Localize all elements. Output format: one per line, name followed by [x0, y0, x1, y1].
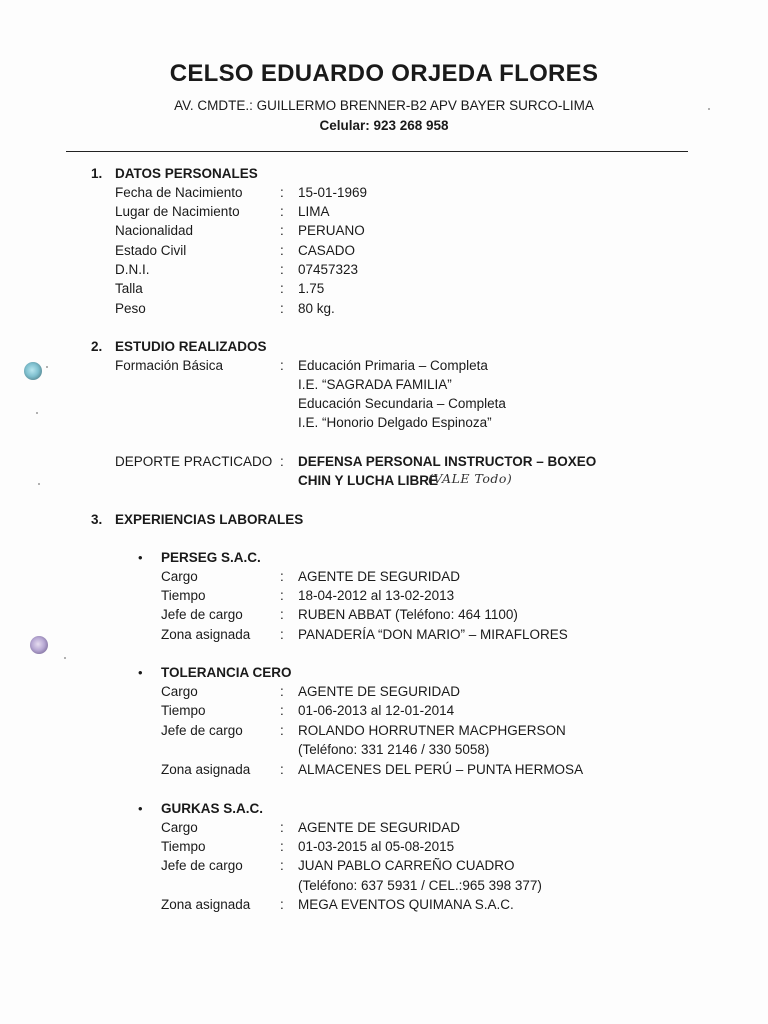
nationality-value: PERUANO — [298, 223, 365, 238]
colon: : — [280, 243, 284, 258]
basic-education-line: I.E. “Honorio Delgado Espinoza” — [298, 415, 492, 430]
candidate-name: CELSO EDUARDO ORJEDA FLORES — [169, 60, 599, 87]
candidate-address: AV. CMDTE.: GUILLERMO BRENNER-B2 APV BAYER SURCO-LIMA — [174, 98, 594, 113]
punch-hole-mark — [30, 636, 48, 654]
colon: : — [280, 301, 284, 316]
job-field-value: 01-03-2015 al 05-08-2015 — [298, 839, 455, 854]
colon: : — [280, 358, 284, 373]
job-field-label: Zona asignada — [161, 627, 251, 642]
punch-hole-mark — [24, 362, 42, 380]
colon: : — [280, 839, 284, 854]
colon: : — [280, 281, 284, 296]
colon: : — [280, 897, 284, 912]
sport-line: DEFENSA PERSONAL INSTRUCTOR – BOXEO — [298, 454, 597, 469]
company-name: TOLERANCIA CERO — [161, 665, 292, 680]
basic-education-label: Formación Básica — [115, 358, 224, 373]
job-field-label: Cargo — [161, 820, 198, 835]
weight-label: Peso — [115, 301, 146, 316]
bullet-icon: • — [138, 665, 143, 680]
job-field-value: JUAN PABLO CARREÑO CUADRO — [298, 858, 515, 873]
colon: : — [280, 703, 284, 718]
nationality-label: Nacionalidad — [115, 223, 194, 238]
height-value: 1.75 — [298, 281, 325, 296]
birth-place-value: LIMA — [298, 204, 330, 219]
job-field-value: AGENTE DE SEGURIDAD — [298, 684, 461, 699]
company-name: PERSEG S.A.C. — [161, 550, 261, 565]
header-divider — [66, 151, 688, 152]
colon: : — [280, 858, 284, 873]
basic-education-line: Educación Secundaria – Completa — [298, 396, 506, 411]
scan-speck — [64, 657, 66, 659]
job-field-label: Tiempo — [161, 839, 206, 854]
colon: : — [280, 820, 284, 835]
job-field-value: (Teléfono: 637 5931 / CEL.:965 398 377) — [298, 878, 542, 893]
scan-speck — [36, 412, 38, 414]
job-field-value: ALMACENES DEL PERÚ – PUNTA HERMOSA — [298, 762, 584, 777]
job-field-value: ROLANDO HORRUTNER MACPHGERSON — [298, 723, 566, 738]
scan-speck — [708, 108, 710, 110]
weight-value: 80 kg. — [298, 301, 335, 316]
colon: : — [280, 684, 284, 699]
job-field-label: Jefe de cargo — [161, 607, 243, 622]
job-field-label: Jefe de cargo — [161, 858, 243, 873]
job-field-value: AGENTE DE SEGURIDAD — [298, 820, 461, 835]
colon: : — [280, 762, 284, 777]
job-field-label: Cargo — [161, 569, 198, 584]
basic-education-line: I.E. “SAGRADA FAMILIA” — [298, 377, 452, 392]
scan-speck — [46, 366, 48, 368]
colon: : — [280, 627, 284, 642]
job-field-value: AGENTE DE SEGURIDAD — [298, 569, 461, 584]
job-field-label: Tiempo — [161, 588, 206, 603]
sport-label: DEPORTE PRACTICADO — [115, 454, 273, 469]
birth-date-label: Fecha de Nacimiento — [115, 185, 243, 200]
job-field-value: MEGA EVENTOS QUIMANA S.A.C. — [298, 897, 514, 912]
bullet-icon: • — [138, 801, 143, 816]
job-field-label: Cargo — [161, 684, 198, 699]
basic-education-line: Educación Primaria – Completa — [298, 358, 488, 373]
section-number-experience: 3. — [91, 512, 103, 527]
section-heading-personal: DATOS PERSONALES — [115, 166, 258, 181]
colon: : — [280, 185, 284, 200]
section-heading-studies: ESTUDIO REALIZADOS — [115, 339, 267, 354]
bullet-icon: • — [138, 550, 143, 565]
civil-status-label: Estado Civil — [115, 243, 187, 258]
job-field-value: PANADERÍA “DON MARIO” – MIRAFLORES — [298, 627, 568, 642]
job-field-value: 18-04-2012 al 13-02-2013 — [298, 588, 455, 603]
colon: : — [280, 223, 284, 238]
colon: : — [280, 454, 284, 469]
handwritten-annotation: (VALE Todo) — [428, 471, 513, 486]
civil-status-value: CASADO — [298, 243, 356, 258]
birth-place-label: Lugar de Nacimiento — [115, 204, 240, 219]
colon: : — [280, 607, 284, 622]
candidate-phone: Celular: 923 268 958 — [319, 118, 449, 133]
dni-label: D.N.I. — [115, 262, 150, 277]
colon: : — [280, 262, 284, 277]
colon: : — [280, 204, 284, 219]
dni-value: 07457323 — [298, 262, 359, 277]
job-field-label: Zona asignada — [161, 897, 251, 912]
job-field-label: Jefe de cargo — [161, 723, 243, 738]
job-field-value: (Teléfono: 331 2146 / 330 5058) — [298, 742, 490, 757]
colon: : — [280, 569, 284, 584]
colon: : — [280, 723, 284, 738]
section-number-studies: 2. — [91, 339, 103, 354]
birth-date-value: 15-01-1969 — [298, 185, 368, 200]
job-field-value: RUBEN ABBAT (Teléfono: 464 1100) — [298, 607, 518, 622]
scan-speck — [38, 483, 40, 485]
job-field-label: Tiempo — [161, 703, 206, 718]
sport-line: CHIN Y LUCHA LIBRE — [298, 473, 439, 488]
company-name: GURKAS S.A.C. — [161, 801, 264, 816]
section-heading-experience: EXPERIENCIAS LABORALES — [115, 512, 304, 527]
job-field-value: 01-06-2013 al 12-01-2014 — [298, 703, 455, 718]
height-label: Talla — [115, 281, 143, 296]
colon: : — [280, 588, 284, 603]
job-field-label: Zona asignada — [161, 762, 251, 777]
section-number-personal: 1. — [91, 166, 103, 181]
